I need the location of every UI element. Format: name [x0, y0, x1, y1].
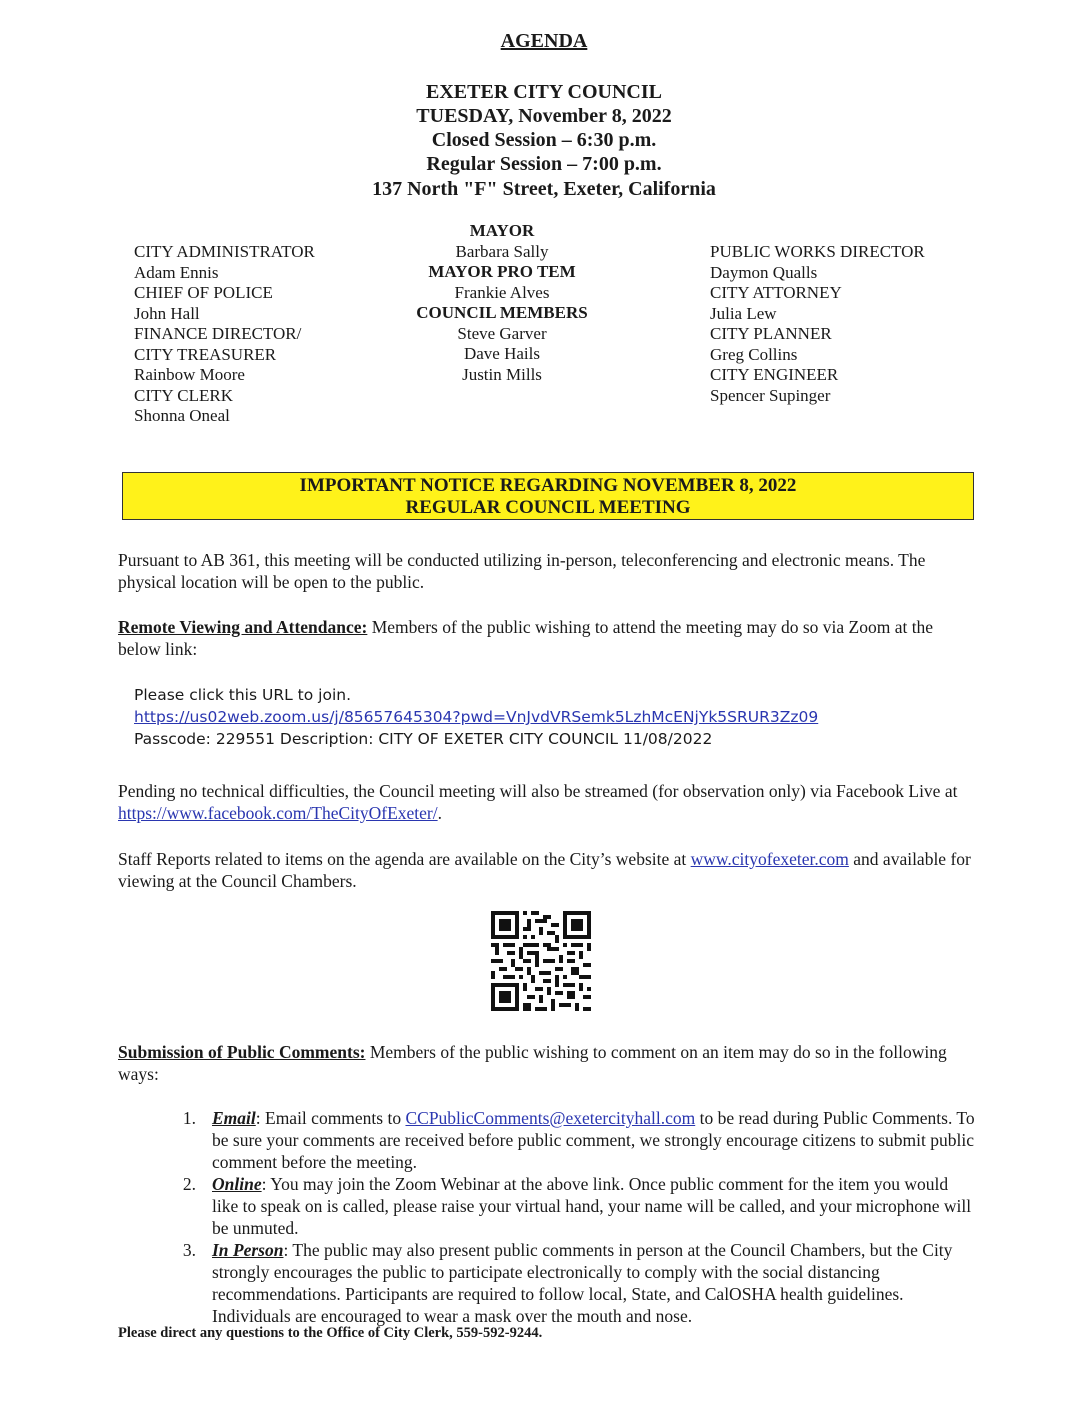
remote-viewing-paragraph — [118, 616, 978, 660]
mayor-name: Barbara Sally — [455, 241, 549, 261]
staff-right-line: CITY PLANNER — [710, 324, 832, 343]
notice-line-2: REGULAR COUNCIL MEETING — [405, 497, 691, 518]
facebook-text: Pending no technical difficulties, the Council meeting will also be streamed (for observation only) via Facebook Live at — [118, 781, 958, 801]
in-person-text: : The public may also present public comments in person at the Council Chambers, but the City strongly encourages the public to participate electronically to comply with the social distancing recommendations. Participants are required to follow local, State, and CalOSHA health guidelines. Individuals are encouraged to wear a mask over the mouth and nose. — [212, 1240, 953, 1326]
online-text: : You may join the Zoom Webinar at the above link. Once public comment for the item you would like to speak on is called, please raise your virtual hand, your name will be called, and your microphone will be unmuted. — [212, 1174, 972, 1238]
zoom-block — [134, 684, 964, 750]
staff-left-line: CITY TREASURER — [134, 344, 277, 364]
in-person-label: In Person — [212, 1240, 284, 1260]
public-comments-paragraph — [118, 1041, 978, 1085]
zoom-prompt: Please click this URL to join. — [134, 686, 352, 704]
staff-left-line: John Hall — [134, 303, 200, 323]
facebook-end: . — [437, 803, 442, 823]
regular-session-time: Regular Session – 7:00 p.m. — [426, 153, 662, 175]
staff-right-line: Spencer Supinger — [710, 385, 831, 405]
staff-left-line: Adam Ennis — [134, 262, 219, 282]
pro-tem-name: Frankie Alves — [454, 282, 550, 302]
intro-paragraph: Pursuant to AB 361, this meeting will be conducted utilizing in-person, teleconferencing and electronic means. The physical location will be open to the public. — [118, 550, 926, 592]
list-item — [164, 1107, 976, 1173]
zoom-link[interactable]: https://us02web.zoom.us/j/85657645304?pwd=VnJvdVRSemk5LzhMcENjYk5SRUR3Zz09 — [134, 708, 819, 726]
list-item — [164, 1173, 976, 1239]
staff-left-line: Shonna Oneal — [134, 406, 230, 425]
staff-left-line: CITY CLERK — [134, 385, 234, 405]
comments-email-link[interactable]: CCPublicComments@exetercityhall.com — [405, 1108, 696, 1128]
public-comments-heading: Submission of Public Comments: — [118, 1042, 366, 1062]
notice-line-1: IMPORTANT NOTICE REGARDING NOVEMBER 8, 2022 — [299, 475, 797, 496]
city-website-link[interactable]: www.cityofexeter.com — [690, 849, 849, 869]
public-comments-text: Members of the public wishing to comment on an item may do so in the following ways: — [118, 1042, 947, 1084]
staff-left-line: CITY ADMINISTRATOR — [134, 242, 315, 261]
pro-tem-heading: MAYOR PRO TEM — [428, 262, 576, 281]
important-notice-box — [122, 472, 974, 520]
staff-reports-end: and available for viewing at the Council Chambers. — [118, 849, 971, 891]
staff-right-column — [710, 242, 925, 406]
members-heading: COUNCIL MEMBERS — [416, 303, 588, 322]
staff-right-line: Greg Collins — [710, 344, 798, 364]
closed-session-time: Closed Session – 6:30 p.m. — [431, 129, 657, 151]
council-name: EXETER CITY COUNCIL — [426, 81, 662, 103]
online-label: Online — [212, 1174, 262, 1194]
email-label: Email — [212, 1108, 256, 1128]
staff-right-line: Daymon Qualls — [710, 262, 818, 282]
member-name: Justin Mills — [462, 364, 542, 384]
facebook-link[interactable]: https://www.facebook.com/TheCityOfExeter/ — [118, 803, 438, 823]
staff-right-line: CITY ATTORNEY — [710, 283, 842, 302]
agenda-title: AGENDA — [500, 30, 588, 52]
list-number: 1. — [182, 1108, 196, 1128]
meeting-address: 137 North "F" Street, Exeter, California — [372, 178, 716, 200]
member-name: Dave Hails — [463, 344, 540, 363]
member-name: Steve Garver — [457, 323, 547, 343]
comment-methods-list — [164, 1107, 976, 1327]
email-post: to be read during Public Comments. To be sure your comments are received before public comment, we strongly encourage citizens to submit public comment before the meeting. — [212, 1108, 975, 1172]
meeting-date: TUESDAY, November 8, 2022 — [416, 105, 672, 127]
remote-viewing-text: Members of the public wishing to attend the meeting may do so via Zoom at the below link: — [118, 617, 934, 659]
list-item — [164, 1239, 976, 1327]
staff-left-line: FINANCE DIRECTOR/ — [134, 324, 302, 343]
staff-left-line: Rainbow Moore — [134, 365, 245, 384]
council-column — [402, 221, 602, 385]
staff-reports-text: Staff Reports related to items on the agenda are available on the City’s website at — [118, 849, 691, 869]
mayor-heading: MAYOR — [469, 221, 535, 240]
zoom-passcode: Passcode: 229551 Description: CITY OF EXETER CITY COUNCIL 11/08/2022 — [134, 730, 713, 748]
staff-right-line: PUBLIC WORKS DIRECTOR — [710, 242, 925, 261]
staff-left-column — [134, 242, 315, 427]
staff-right-line: Julia Lew — [710, 303, 777, 323]
list-number: 2. — [182, 1174, 196, 1194]
list-number: 3. — [182, 1240, 196, 1260]
facebook-paragraph — [118, 780, 978, 824]
remote-viewing-heading: Remote Viewing and Attendance: — [118, 617, 368, 637]
staff-left-line: CHIEF OF POLICE — [134, 283, 273, 302]
footer-contact: Please direct any questions to the Office of City Clerk, 559-592-9244. — [118, 1325, 543, 1341]
staff-right-line: CITY ENGINEER — [710, 365, 839, 384]
qr-code-icon[interactable] — [491, 911, 591, 1011]
staff-reports-paragraph — [118, 848, 978, 892]
email-pre: : Email comments to — [255, 1108, 406, 1128]
